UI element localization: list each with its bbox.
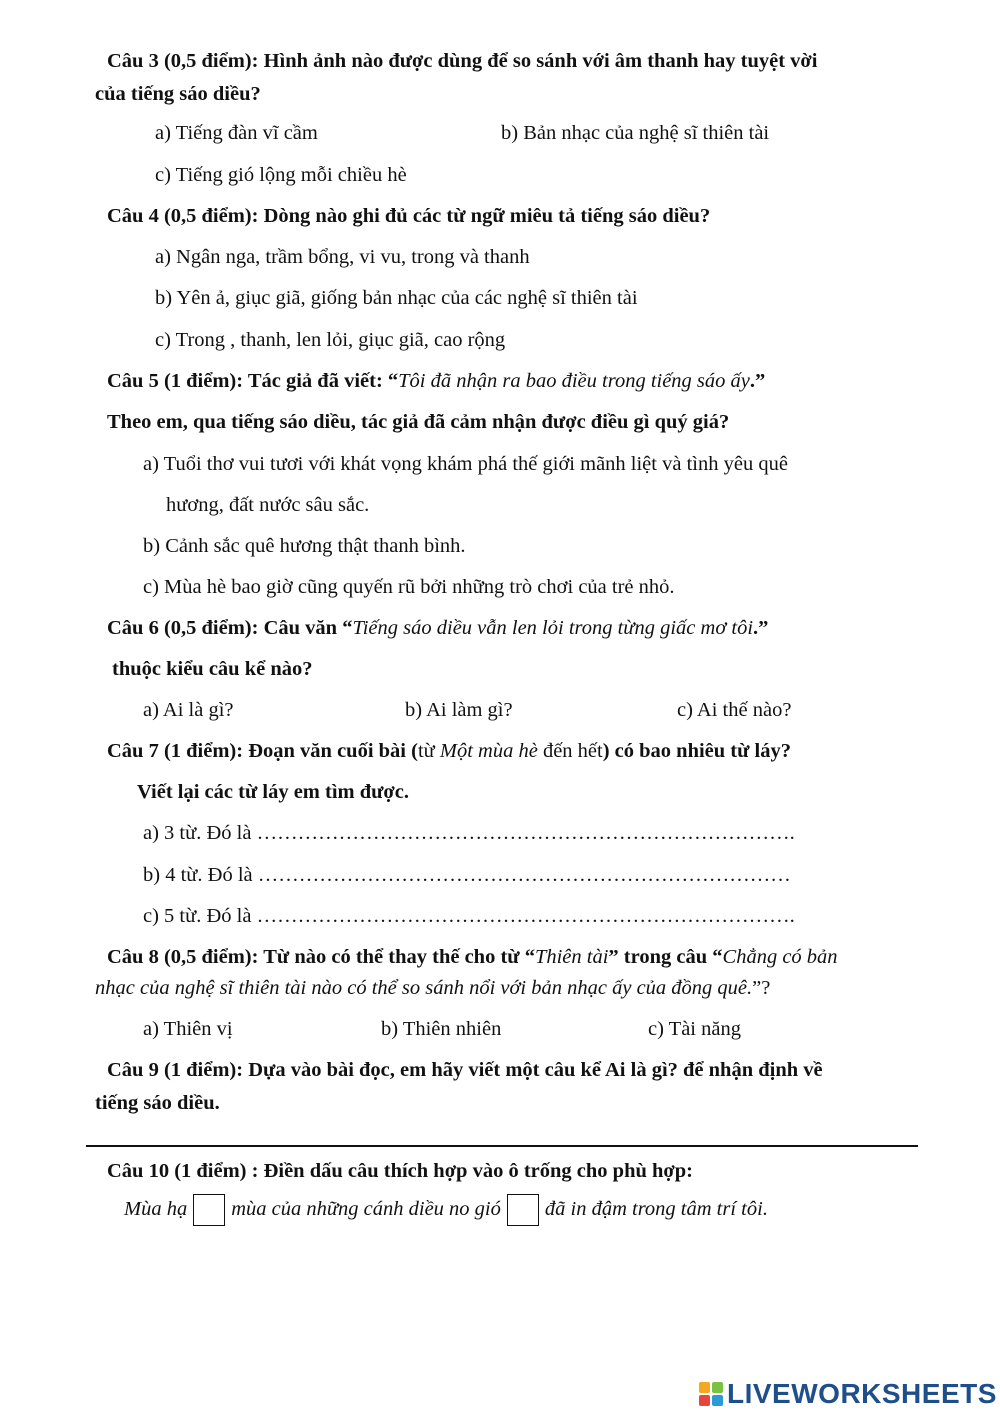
- answer-line: [86, 1145, 918, 1147]
- q6-quote: Tiếng sáo diều vẫn len lỏi trong từng giấc mơ tôi: [352, 617, 754, 639]
- q8-option-c: c) Tài năng: [648, 1018, 741, 1040]
- q6-option-b: b) Ai làm gì?: [405, 699, 513, 721]
- q8-mid: ” trong câu “: [608, 946, 723, 968]
- q7-prefix: Câu 7 (1 điểm): Đoạn văn cuối bài (: [107, 740, 418, 762]
- answer-box-1[interactable]: [193, 1194, 225, 1226]
- q5-quote: Tôi đã nhận ra bao điều trong tiếng sáo ấy: [398, 370, 750, 392]
- q3-option-c: c) Tiếng gió lộng mỗi chiều hè: [155, 164, 407, 186]
- q8-quote-part2: nhạc của nghệ sĩ thiên tài nào có thể so sánh nổi với bản nhạc ấy của đồng quê.: [95, 977, 753, 999]
- logo-square-4: [712, 1395, 723, 1406]
- q6-question: thuộc kiểu câu kể nào?: [112, 658, 313, 680]
- q6-title: [107, 615, 768, 641]
- q6-option-a: a) Ai là gì?: [143, 699, 234, 721]
- q7-instruction: Viết lại các từ láy em tìm được.: [137, 781, 410, 803]
- liveworksheets-text: LIVEWORKSHEETS: [727, 1378, 997, 1409]
- q8-prefix: Câu 8 (0,5 điểm): Từ nào có thể thay thế cho từ “: [107, 946, 535, 968]
- q10-part1: Mùa hạ: [124, 1198, 188, 1220]
- liveworksheets-logo-icon: [699, 1382, 723, 1406]
- q4-title: Câu 4 (0,5 điểm): Dòng nào ghi đủ các từ ngữ miêu tả tiếng sáo diều?: [107, 205, 711, 227]
- q5-question: Theo em, qua tiếng sáo diều, tác giả đã cảm nhận được điều gì quý giá?: [107, 411, 730, 433]
- q4-option-b: b) Yên ả, giục giã, giống bản nhạc của các nghệ sĩ thiên tài: [155, 287, 638, 309]
- q8-quote-part1: Chẳng có bản: [722, 946, 838, 968]
- q8-end: ”?: [752, 977, 771, 999]
- q8-title: [107, 944, 838, 970]
- q10-title: Câu 10 (1 điểm) : Điền dấu câu thích hợp vào ô trống cho phù hợp:: [107, 1160, 693, 1182]
- q5-prefix: Câu 5 (1 điểm): Tác giả đã viết: “: [107, 370, 399, 392]
- q8-word: Thiên tài: [534, 946, 609, 968]
- liveworksheets-logo: [699, 1378, 997, 1410]
- q7-option-a: a) 3 từ. Đó là …………………………………………………………………….: [143, 822, 795, 844]
- q7-suffix: ) có bao nhiêu từ láy?: [602, 740, 791, 762]
- q7-italic: Một mùa hè: [439, 740, 538, 762]
- logo-square-3: [699, 1395, 710, 1406]
- logo-square-2: [712, 1382, 723, 1393]
- q10-part3: đã in đậm trong tâm trí tôi.: [544, 1198, 768, 1220]
- q7-option-c: c) 5 từ. Đó là …………………………………………………………………….: [143, 905, 795, 927]
- q4-option-c: c) Trong , thanh, len lỏi, giục giã, cao rộng: [155, 329, 506, 351]
- q8-option-b: b) Thiên nhiên: [381, 1018, 502, 1040]
- q5-title: [107, 368, 765, 394]
- q7-mid1: từ: [417, 740, 440, 762]
- q10-sentence: [124, 1192, 768, 1226]
- q10-part2: mùa của những cánh diều no gió: [231, 1198, 501, 1220]
- q7-mid2: đến hết: [537, 740, 603, 762]
- q7-title: [107, 738, 791, 764]
- q3-option-b: b) Bản nhạc của nghệ sĩ thiên tài: [501, 122, 770, 144]
- q5-suffix: .”: [749, 370, 766, 392]
- q8-option-a: a) Thiên vị: [143, 1018, 233, 1040]
- q3-title-line1: Câu 3 (0,5 điểm): Hình ảnh nào được dùng để so sánh với âm thanh hay tuyệt vời: [107, 50, 818, 72]
- q5-option-c: c) Mùa hè bao giờ cũng quyến rũ bởi những trò chơi của trẻ nhỏ.: [143, 576, 675, 598]
- q5-option-b: b) Cảnh sắc quê hương thật thanh bình.: [143, 535, 466, 557]
- q8-title-line2: [95, 975, 770, 1001]
- q6-prefix: Câu 6 (0,5 điểm): Câu văn “: [107, 617, 353, 639]
- q9-title-line1: Câu 9 (1 điểm): Dựa vào bài đọc, em hãy viết một câu kể Ai là gì? để nhận định về: [107, 1059, 823, 1081]
- logo-square-1: [699, 1382, 710, 1393]
- q4-option-a: a) Ngân nga, trầm bổng, vi vu, trong và thanh: [155, 246, 530, 268]
- q5-option-a-line1: a) Tuổi thơ vui tươi với khát vọng khám phá thế giới mãnh liệt và tình yêu quê: [143, 453, 788, 475]
- q6-suffix: .”: [753, 617, 769, 639]
- answer-box-2[interactable]: [507, 1194, 539, 1226]
- q5-option-a-line2: hương, đất nước sâu sắc.: [166, 494, 370, 516]
- q6-option-c: c) Ai thế nào?: [677, 699, 792, 721]
- q3-option-a: a) Tiếng đàn vĩ cầm: [155, 122, 318, 144]
- q9-title-line2: tiếng sáo diều.: [95, 1092, 220, 1114]
- q7-option-b: b) 4 từ. Đó là ……………………………………………………………………: [143, 864, 791, 886]
- q3-title-line2: của tiếng sáo diều?: [95, 83, 261, 105]
